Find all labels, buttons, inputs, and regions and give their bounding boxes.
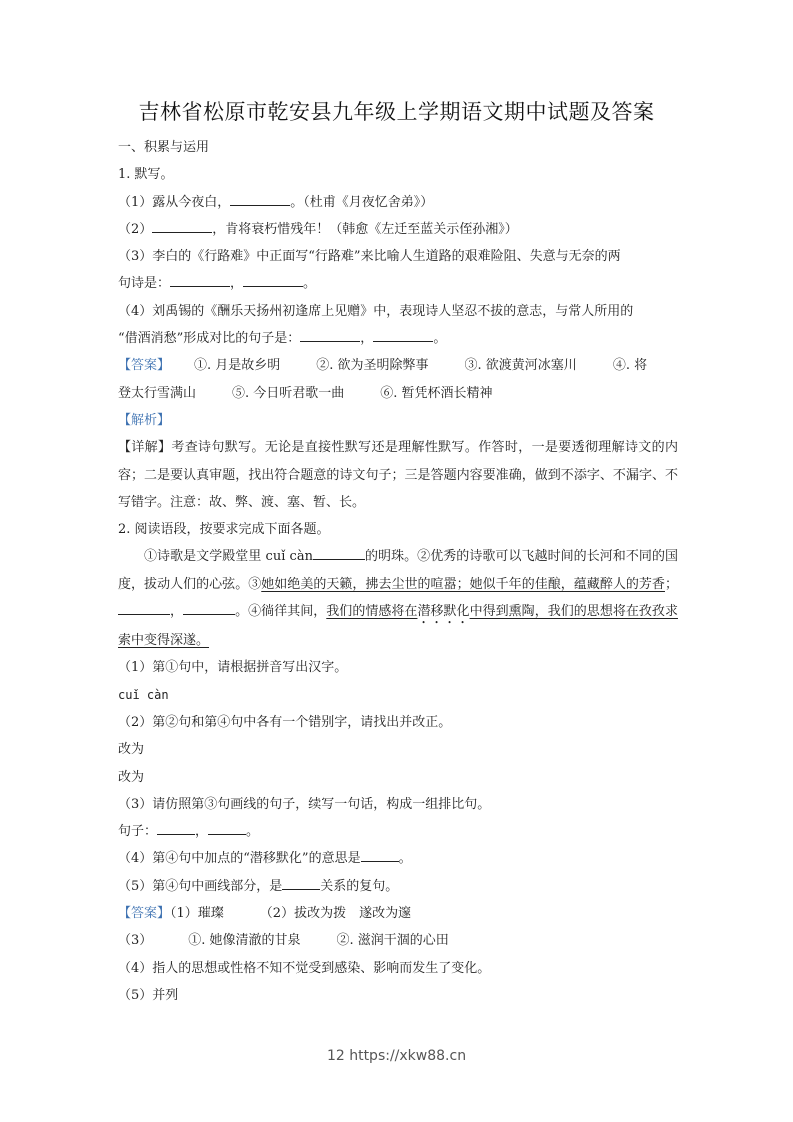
- answer-blank: [300, 327, 360, 342]
- answer-blank: [243, 272, 303, 287]
- q2-correction-1: 改为: [118, 742, 145, 758]
- answer-blank: [152, 218, 212, 233]
- question-1-label: 1. 默写。: [118, 167, 174, 183]
- answer-blank: [170, 272, 230, 287]
- q2-sub-1: （1）第①句中，请根据拼音写出汉字。: [118, 660, 348, 676]
- q2-sub-4: （4）第④句中加点的“潜移默化”的意思是 。: [118, 845, 678, 872]
- q1-answer: 【答案】 ①. 月是故乡明 ②. 欲为圣明除弊事 ③. 欲渡黄河冰塞川 ④. 将: [118, 358, 648, 374]
- section-heading: 一、积累与运用: [118, 140, 210, 155]
- q1-item-2: （2） ，肯将衰朽惜残年！（韩愈《左迁至蓝关示侄孙湘》）: [118, 216, 678, 243]
- answer-blank: [373, 327, 433, 342]
- document-body: [118, 134, 678, 1009]
- q1-answer-cont: 登太行雪满山 ⑤. 今日听君歌一曲 ⑥. 暂凭杯酒长精神: [118, 385, 493, 401]
- answer-blank: [313, 545, 365, 560]
- page-footer: 12 https://xkw88.cn: [326, 1048, 467, 1064]
- q2-pinyin: cuǐ càn: [118, 687, 169, 702]
- q1-item-1: （1）露从今夜白， 。（杜甫《月夜忆舍弟》）: [118, 189, 678, 216]
- answer-blank: [118, 600, 170, 615]
- q2-sentence: 句子： ， 。: [118, 818, 678, 845]
- q2-sub-5: （5）第④句中画线部分，是 关系的复句。: [118, 873, 678, 900]
- dotted-phrase: 潜移默化: [417, 604, 470, 620]
- answer-blank: [208, 820, 246, 835]
- q2-answer-3: （3） ①. 她像清澈的甘泉 ②. 滋润干涸的心田: [118, 933, 449, 949]
- q2-sub-2: （2）第②句和第④句中各有一个错别字，请找出并改正。: [118, 714, 452, 730]
- q1-item-3-cont: 句诗是： ， 。: [118, 270, 678, 297]
- q1-item-4: （4）刘禹锡的《酬乐天扬州初逢席上见赠》中，表现诗人坚忍不拔的意志，与常人所用的: [118, 303, 634, 319]
- answer-tag: 【答案】: [118, 358, 171, 374]
- q1-item-4-cont: “借酒消愁”形成对比的句子是： ， 。: [118, 325, 678, 352]
- q2-answer: 【答案】（1）璀璨 （2）拔改为拨 遂改为邃: [118, 906, 412, 922]
- underlined-sentence: 她如绝美的天籁，拂去尘世的喧嚣；她似千年的佳酿，蕴藏醉人的芳香: [261, 576, 665, 592]
- q2-sub-3: （3）请仿照第③句画线的句子，续写一句话，构成一组排比句。: [118, 796, 491, 812]
- q1-item-3: （3）李白的《行路难》中正面写“行路难”来比喻人生道路的艰难险阻、失意与无奈的两: [118, 249, 621, 265]
- answer-tag: 【答案】: [118, 906, 171, 922]
- q1-analysis-tag: 【解析】: [118, 412, 171, 428]
- q2-passage: ①诗歌是文学殿堂里 cuǐ càn 的明珠。②优秀的诗歌可以飞越时间的长河和不同的国度，拔动人们的心弦。③她如绝美的天籁，拂去尘世的喧嚣；她似千年的佳酿，蕴藏醉人的芳香；， 。④徜徉其间，我们的情感将在潜移默化中得到熏陶，我们的思想将在孜孜求索中变得深遂。: [118, 543, 678, 654]
- underlined-clause: 我们的情感将在: [326, 604, 418, 620]
- q2-correction-2: 改为: [118, 769, 145, 785]
- document-title: 吉林省松原市乾安县九年级上学期语文期中试题及答案: [138, 100, 655, 124]
- answer-blank: [361, 847, 399, 862]
- question-2-label: 2. 阅读语段，按要求完成下面各题。: [118, 522, 330, 538]
- q2-answer-5: （5）并列: [118, 987, 179, 1003]
- answer-blank: [282, 875, 320, 890]
- q2-answer-4: （4）指人的思想或性格不知不觉受到感染、影响而发生了变化。: [118, 960, 491, 976]
- answer-blank: [183, 600, 235, 615]
- answer-blank: [157, 820, 195, 835]
- q1-detail: 【详解】考查诗句默写。无论是直接性默写还是理解性默写。作答时，一是要透彻理解诗文的内容；二是要认真审题，找出符合题意的诗文句子；三是答题内容要准确，做到不添字、不漏字、不写错字。注意：故、弊、渡、塞、暂、长。: [118, 440, 678, 510]
- answer-blank: [230, 191, 290, 206]
- underlined-clause: 中得到熏陶，我们的思想将在孜孜求索中变得深遂。: [118, 604, 678, 649]
